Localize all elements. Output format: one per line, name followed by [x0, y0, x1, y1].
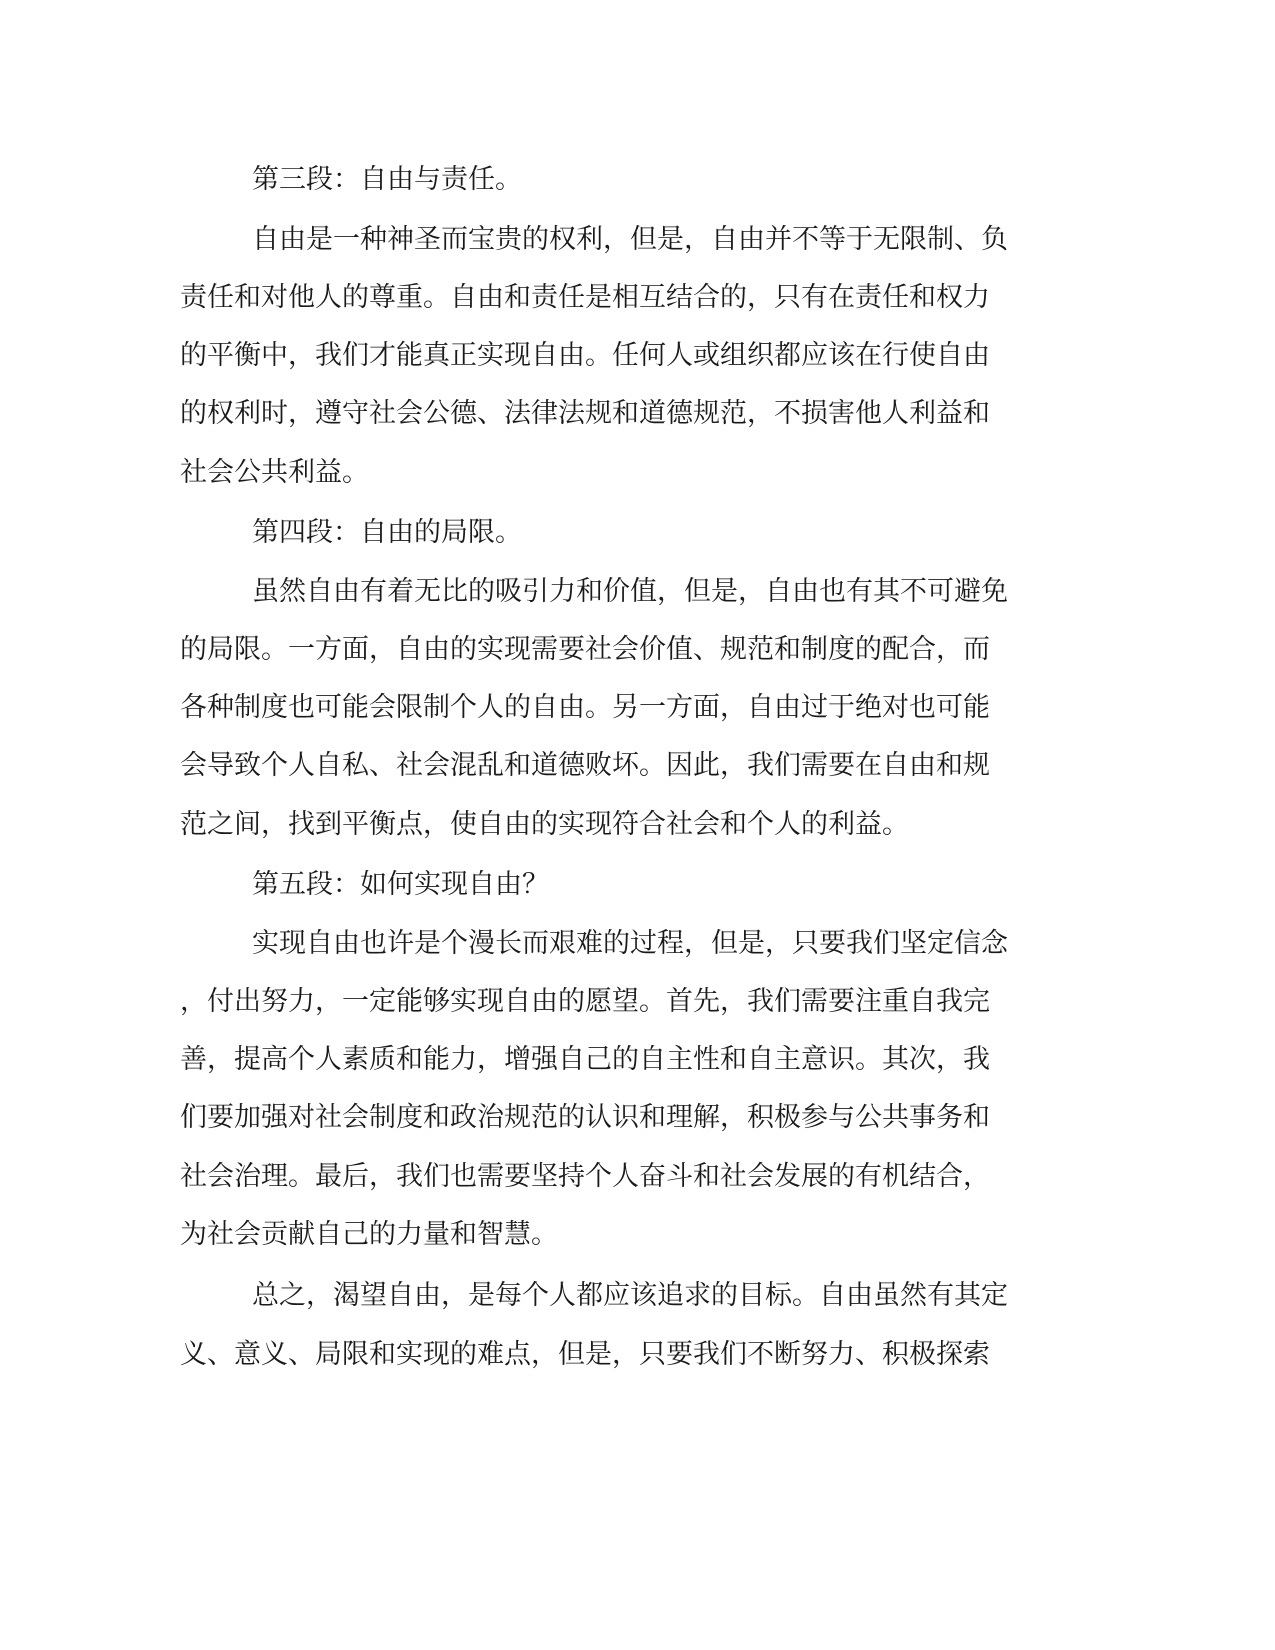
heading-section-5: 第五段：如何实现自由？	[252, 869, 549, 900]
paragraph-line: 义、意义、局限和实现的难点，但是，只要我们不断努力、积极探索	[180, 1339, 990, 1370]
paragraph-line: 们要加强对社会制度和政治规范的认识和理解，积极参与公共事务和	[180, 1102, 990, 1133]
paragraph-line: 为社会贡献自己的力量和智慧。	[180, 1219, 558, 1250]
heading-section-3: 第三段：自由与责任。	[252, 164, 522, 195]
heading-section-4: 第四段：自由的局限。	[252, 517, 522, 548]
paragraph-line: ，付出努力，一定能够实现自由的愿望。首先，我们需要注重自我完	[180, 986, 990, 1017]
paragraph-line: 范之间，找到平衡点，使自由的实现符合社会和个人的利益。	[180, 809, 909, 840]
paragraph-line: 实现自由也许是个漫长而艰难的过程，但是，只要我们坚定信念	[252, 928, 1008, 959]
paragraph-line: 的局限。一方面，自由的实现需要社会价值、规范和制度的配合，而	[180, 634, 990, 665]
paragraph-line: 各种制度也可能会限制个人的自由。另一方面，自由过于绝对也可能	[180, 692, 990, 723]
paragraph-line: 的权利时，遵守社会公德、法律法规和道德规范，不损害他人利益和	[180, 398, 990, 429]
paragraph-line: 社会公共利益。	[180, 457, 369, 488]
paragraph-line: 总之，渴望自由，是每个人都应该追求的目标。自由虽然有其定	[252, 1280, 1008, 1311]
paragraph-line: 善，提高个人素质和能力，增强自己的自主性和自主意识。其次，我	[180, 1044, 990, 1075]
paragraph-line: 虽然自由有着无比的吸引力和价值，但是，自由也有其不可避免	[252, 576, 1008, 607]
paragraph-line: 责任和对他人的尊重。自由和责任是相互结合的，只有在责任和权力	[180, 282, 990, 313]
paragraph-line: 社会治理。最后，我们也需要坚持个人奋斗和社会发展的有机结合，	[180, 1161, 990, 1192]
paragraph-line: 的平衡中，我们才能真正实现自由。任何人或组织都应该在行使自由	[180, 340, 990, 371]
paragraph-line: 自由是一种神圣而宝贵的权利，但是，自由并不等于无限制、负	[252, 224, 1008, 255]
paragraph-line: 会导致个人自私、社会混乱和道德败坏。因此，我们需要在自由和规	[180, 750, 990, 781]
